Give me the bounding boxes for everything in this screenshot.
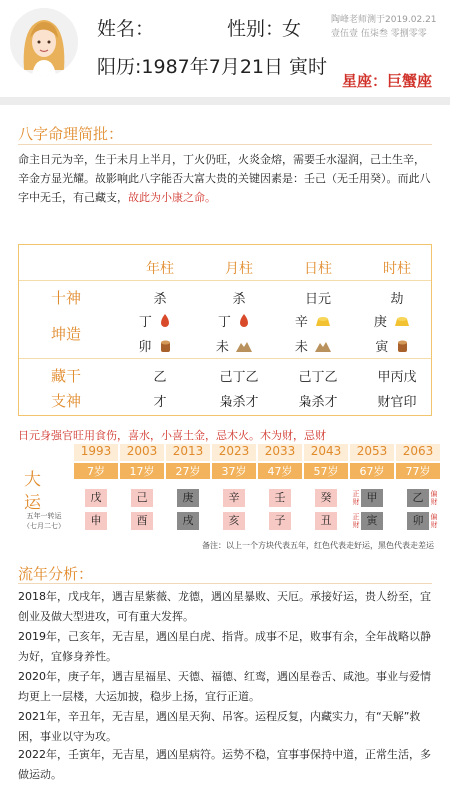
dayun-year: 2053 [350,444,394,461]
dayun-age: 37岁 [212,463,256,479]
row-label-canggan: 藏干 [50,367,81,385]
piancai-tag: 偏财 [430,513,438,529]
section-title-liunian: 流年分析： [18,565,94,583]
section-title-underline [18,583,432,584]
zhishen-hour: 财官印 [377,395,417,410]
header-day-pillar: 日柱 [304,261,332,277]
branch-day [273,336,353,355]
dayun-age: 67岁 [350,463,394,479]
fire-icon [159,314,171,328]
row-divider [19,280,431,281]
dayun-branch: 酉 [131,512,153,530]
stem-day [273,311,353,330]
row-label-kunzao: 坤造 [50,325,81,343]
watermark-line1: 陶峰老师测于2019.02.21 [331,15,437,25]
dayun-column [120,444,164,536]
dayun-branch: 申 [85,512,107,530]
header-month-pillar: 月柱 [225,261,253,277]
dayun-column [258,444,302,536]
liunian-2018: 2018年，戊戌年，遇吉星紫薇、龙德，遇凶星暴败、天厄。承接好运，贵人纷至，宜创业及做大型进攻，可有重大发挥。 [18,590,431,623]
dayun-age: 57岁 [304,463,348,479]
section-title-bazi: 八字命理简批： [18,125,124,143]
stem-day-char: 辛 [294,315,308,330]
stem-year [115,311,195,330]
dayun-branch: 戌 [177,512,199,530]
bazi-summary-conclusion: 故此为小康之命。 [128,191,216,204]
liunian-2019: 2019年，己亥年，无吉星，遇凶星白虎、指背。成事不足，败事有余，全年战略以静为好，宜修身养性。 [18,630,431,663]
zhengcai-tag: 正财 [352,490,360,506]
piancai-tag: 偏财 [430,490,438,506]
dayun-branch: 亥 [223,512,245,530]
row-divider [19,358,431,359]
stem-hour-char: 庚 [373,315,387,330]
dayun-column [212,444,256,536]
dayun-age: 77岁 [396,463,440,479]
zhishen-day: 枭杀才 [298,395,338,410]
dayun-column [74,444,118,536]
stem-hour [352,311,432,330]
wood-icon [396,340,409,353]
liunian-2020: 2020年，庚子年，遇吉星福星、天德、福德、红鸾，遇凶星卷舌、咸池。事业与爱情均更上一层楼，大运加披，稳步上扬，宜行正道。 [18,670,431,703]
branch-month [194,336,274,355]
dayun-age: 7岁 [74,463,118,479]
avatar-illustration-icon [10,8,78,76]
canggan-month: 己丁乙 [219,370,259,385]
canggan-year: 乙 [153,370,167,385]
dayun-label-bottom: 运 [24,493,41,513]
zhengcai-tag: 正财 [352,513,360,529]
dayun-stem: 戊 [85,489,107,507]
gender-label: 性别： [227,18,285,40]
header-divider [0,97,450,105]
dayun-label-top: 大 [24,470,41,490]
shishen-hour: 劫 [390,292,404,307]
star-sign: 星座：巨蟹座 [341,72,432,90]
dayun-branch: 寅 [361,512,383,530]
zhishen-year: 才 [153,395,167,410]
row-label-zhishen: 支神 [50,392,81,410]
dayun-year: 2033 [258,444,302,461]
bazi-summary-text: 命主日元为辛，生于未月上半月，丁火仍旺，火炎金熔，需要壬水湿润，己土生辛，辛金方显光耀。故影响此八字能否大富大贵的关键因素是：壬己（无壬用癸）。而此八字中无壬，有己藏支， [18,153,431,204]
dayun-stem: 庚 [177,489,199,507]
canggan-day: 己丁乙 [298,370,338,385]
bazi-table [18,244,432,416]
shishen-day: 日元 [304,292,331,307]
dayun-age: 27岁 [166,463,210,479]
yongshen-analysis: 日元身强官旺用食伤，喜水，小喜土金，忌木火。木为财，忌财 [18,429,326,442]
watermark-line2: 壹伍壹 伍柒叁 零捌零零 [331,29,427,39]
dayun-column [396,444,440,536]
wood-icon [159,340,172,353]
dayun-start-date: （七月二七） [23,522,65,530]
header-year-pillar: 年柱 [146,261,174,277]
earth-icon [315,340,331,352]
gold-icon [394,315,410,327]
dayun-column [350,444,394,536]
fire-icon [238,314,250,328]
dayun-stem: 乙 [407,489,429,507]
branch-year-char: 卯 [138,340,152,355]
branch-month-char: 未 [215,340,229,355]
earth-icon [236,340,252,352]
branch-hour-char: 寅 [375,340,389,355]
branch-hour [352,336,432,355]
bazi-summary [18,150,432,207]
dayun-year: 2013 [166,444,210,461]
profile-header [0,0,450,97]
dayun-cycle-note: 五年一转运 [26,512,62,520]
avatar [10,8,78,76]
dayun-column [166,444,210,536]
gender-value: 女 [282,18,302,40]
dayun-branch: 卯 [407,512,429,530]
dayun-age: 17岁 [120,463,164,479]
dayun-stem: 甲 [361,489,383,507]
dayun-column [304,444,348,536]
dayun-branch: 丑 [315,512,337,530]
branch-day-char: 未 [294,340,308,355]
row-label-shishen: 十神 [50,289,81,307]
header-hour-pillar: 时柱 [383,261,411,277]
dayun-stem: 癸 [315,489,337,507]
dayun-legend-note: 备注：以上一个方块代表五年，红色代表走好运，黑色代表走差运 [202,541,434,550]
dayun-year: 2003 [120,444,164,461]
liunian-2021: 2021年，辛丑年，无吉星，遇凶星天狗、吊客。运程反复，内藏实力，有“天解”救困，事业以守为攻。 [18,710,421,743]
dayun-year: 1993 [74,444,118,461]
dayun-age: 47岁 [258,463,302,479]
gold-icon [315,315,331,327]
stem-month-char: 丁 [217,315,231,330]
canggan-hour: 甲丙戊 [377,370,417,385]
stem-year-char: 丁 [138,315,152,330]
dayun-branch: 子 [269,512,291,530]
stem-month [194,311,274,330]
dayun-stem: 己 [131,489,153,507]
dayun-year: 2023 [212,444,256,461]
shishen-year: 杀 [153,292,167,307]
dayun-year: 2043 [304,444,348,461]
dayun-stem: 壬 [269,489,291,507]
dayun-stem: 辛 [223,489,245,507]
section-title-underline [18,144,432,145]
name-label: 姓名： [97,18,155,40]
shishen-month: 杀 [232,292,246,307]
dayun-year: 2063 [396,444,440,461]
liunian-2022: 2022年，壬寅年，无吉星，遇凶星病符。运势不稳，宜事事保持中道，正常生活，多做运动。 [18,748,431,781]
zhishen-month: 枭杀才 [219,395,259,410]
branch-year [115,336,195,355]
birth-info: 阳历:1987年7月21日 寅时 [97,56,328,78]
